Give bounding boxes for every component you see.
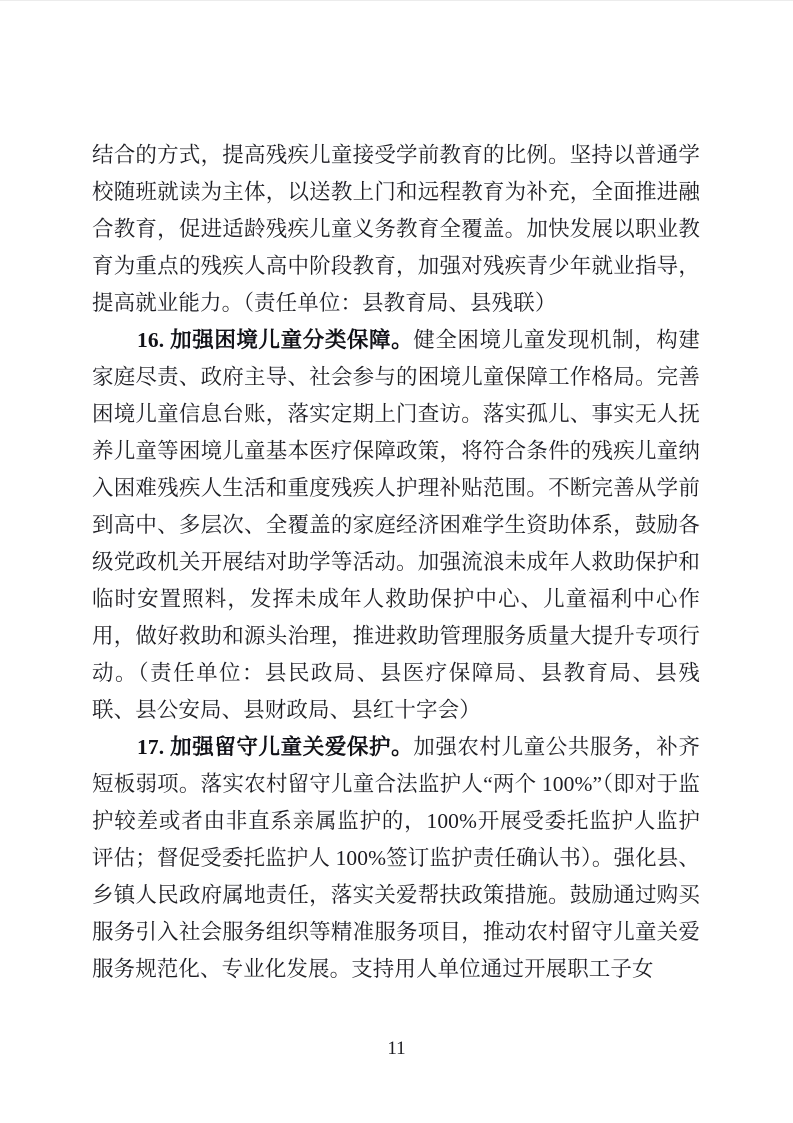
paragraph-text: 健全困境儿童发现机制，构建家庭尽责、政府主导、社会参与的困境儿童保障工作格局。完善困境儿童信息台账，落实定期上门查访。落实孤儿、事实无人抚养儿童等困境儿童基本医疗保障政策，将符合条件的残疾儿童纳入困难残疾人生活和重度残疾人护理补贴范围。不断完善从学前到高中、多层次、全覆盖的家庭经济困难学生资助体系，鼓励各级党政机关开展结对助学等活动。加强流浪未成年人救助保护和临时安置照料，发挥未成年人救助保护中心、儿童福利中心作用，做好救助和源头治理，推进救助管理服务质量大提升专项行动。（责任单位：县民政局、县医疗保障局、县教育局、县残联、县公安局、县财政局、县红十字会） bbox=[92, 328, 700, 722]
page-number: 11 bbox=[387, 1038, 406, 1059]
paragraph bbox=[92, 729, 700, 988]
document-body bbox=[92, 137, 700, 988]
paragraph bbox=[92, 322, 700, 729]
paragraph-heading: 17. 加强留守儿童关爱保护。 bbox=[137, 735, 414, 759]
paragraph bbox=[92, 137, 700, 322]
paragraph-text: 结合的方式，提高残疾儿童接受学前教育的比例。坚持以普通学校随班就读为主体，以送教上门和远程教育为补充，全面推进融合教育，促进适龄残疾儿童义务教育全覆盖。加快发展以职业教育为重点的残疾人高中阶段教育，加强对残疾青少年就业指导，提高就业能力。（责任单位：县教育局、县残联） bbox=[92, 143, 700, 315]
paragraph-heading: 16. 加强困境儿童分类保障。 bbox=[137, 328, 414, 352]
paragraph-text: 加强农村儿童公共服务，补齐短板弱项。落实农村留守儿童合法监护人“两个 100%”（即对于监护较差或者由非直系亲属监护的，100%开展受委托监护人监护评估；督促受委托监护人 100%签订监护责任确认书）。强化县、乡镇人民政府属地责任，落实关爱帮扶政策措施。鼓励通过购买服务引入社会服务组织等精准服务项目，推动农村留守儿童关爱服务规范化、专业化发展。支持用人单位通过开展职工子女 bbox=[92, 735, 700, 981]
